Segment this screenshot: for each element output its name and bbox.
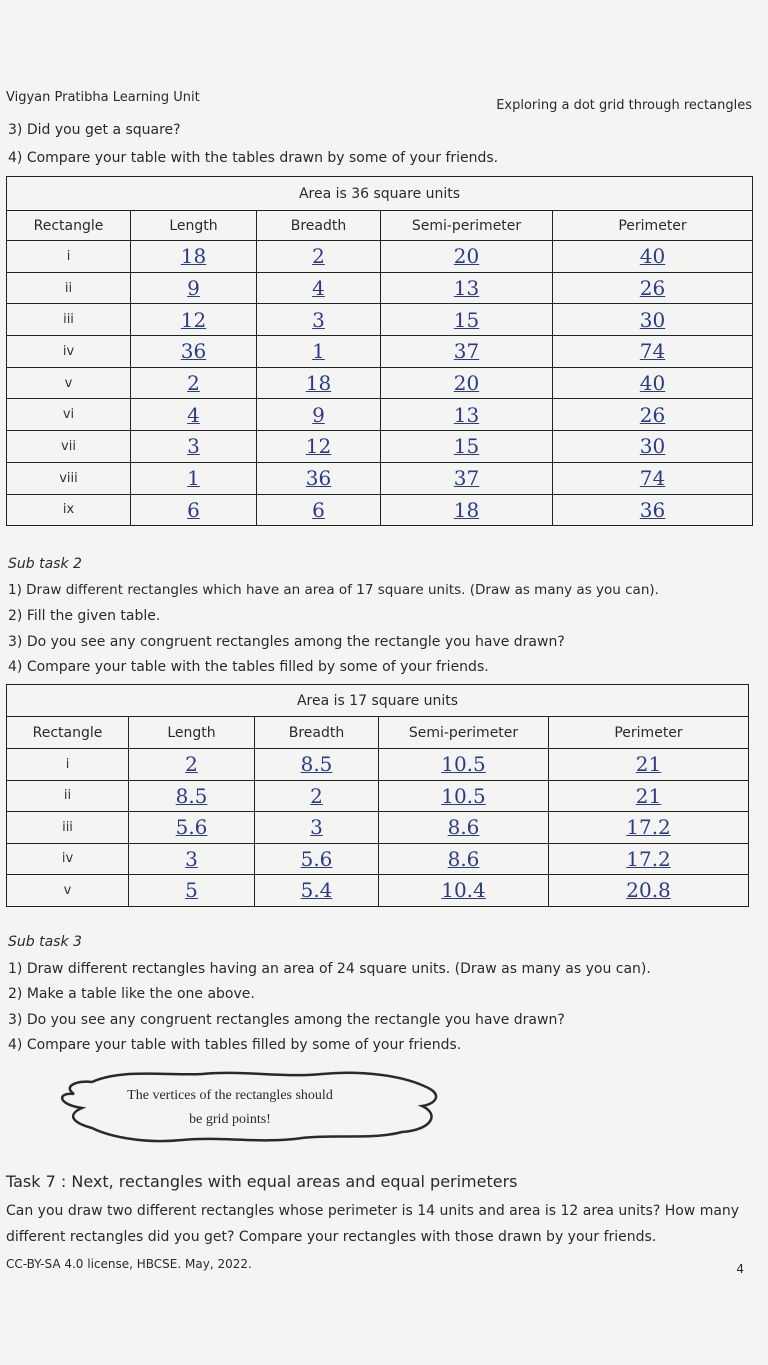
table-cell: 18 (381, 494, 553, 526)
table-cell: 12 (131, 304, 257, 336)
table-cell: 21 (549, 749, 749, 781)
column-header: Breadth (257, 211, 381, 241)
table-row (7, 843, 749, 875)
column-header: Breadth (255, 717, 379, 749)
table-cell: 5.6 (255, 843, 379, 875)
table-cell: 2 (131, 367, 257, 399)
column-header: Length (129, 717, 255, 749)
table-cell: 36 (257, 462, 381, 494)
table-cell: 3 (255, 812, 379, 844)
column-header: Semi-perimeter (379, 717, 549, 749)
subtask3-item-2: 2) Make a table like the one above. (8, 986, 255, 1002)
subtask2-item-1: 1) Draw different rectangles which have an area of 17 square units. (Draw as many as you can). (8, 582, 659, 598)
page-number: 4 (736, 1262, 744, 1276)
table-cell: 15 (381, 304, 553, 336)
column-header: Length (131, 211, 257, 241)
table-cell: 9 (131, 272, 257, 304)
column-header: Rectangle (7, 211, 131, 241)
row-label: v (7, 367, 131, 399)
subtask2-item-2: 2) Fill the given table. (8, 608, 161, 624)
table-cell: 20 (381, 367, 553, 399)
table-row (7, 272, 753, 304)
table-cell: 74 (553, 462, 753, 494)
table-cell: 17.2 (549, 843, 749, 875)
table-cell: 5.6 (129, 812, 255, 844)
table-cell: 74 (553, 336, 753, 368)
table-cell: 26 (553, 399, 753, 431)
subtask3-item-3: 3) Do you see any congruent rectangles among the rectangle you have drawn? (8, 1012, 565, 1028)
column-header: Perimeter (553, 211, 753, 241)
table-cell: 1 (131, 462, 257, 494)
row-label: viii (7, 462, 131, 494)
table-cell: 37 (381, 336, 553, 368)
subtask2-item-3: 3) Do you see any congruent rectangles among the rectangle you have drawn? (8, 634, 565, 650)
table-row (7, 431, 753, 463)
table-cell: 8.5 (129, 780, 255, 812)
table-cell: 30 (553, 304, 753, 336)
table-cell: 30 (553, 431, 753, 463)
table-cell: 21 (549, 780, 749, 812)
column-header: Rectangle (7, 717, 129, 749)
row-label: iii (7, 304, 131, 336)
header-left: Vigyan Pratibha Learning Unit (6, 90, 200, 105)
subtask3-item-1: 1) Draw different rectangles having an area of 24 square units. (Draw as many as you can). (8, 961, 651, 977)
table-row (7, 780, 749, 812)
subtask2-title: Sub task 2 (8, 556, 82, 572)
table-cell: 4 (257, 272, 381, 304)
column-header: Semi-perimeter (381, 211, 553, 241)
row-label: ii (7, 780, 129, 812)
subtask3-item-4: 4) Compare your table with tables filled by some of your friends. (8, 1037, 462, 1053)
table-cell: 3 (257, 304, 381, 336)
row-label: iv (7, 843, 129, 875)
column-header: Perimeter (549, 717, 749, 749)
table-cell: 9 (257, 399, 381, 431)
cloud-note (90, 1084, 370, 1132)
table-cell: 8.5 (255, 749, 379, 781)
table-cell: 6 (131, 494, 257, 526)
table-row (7, 875, 749, 907)
table-caption: Area is 36 square units (7, 177, 753, 211)
table-cell: 15 (381, 431, 553, 463)
table-cell: 2 (129, 749, 255, 781)
row-label: iv (7, 336, 131, 368)
table-cell: 18 (257, 367, 381, 399)
row-label: i (7, 749, 129, 781)
cloud-note-line1: The vertices of the rectangles should (127, 1088, 333, 1103)
table-row (7, 749, 749, 781)
table-cell: 8.6 (379, 812, 549, 844)
table-row (7, 336, 753, 368)
table-row (7, 304, 753, 336)
table-cell: 3 (129, 843, 255, 875)
table-cell: 2 (255, 780, 379, 812)
table-cell: 3 (131, 431, 257, 463)
table-row (7, 399, 753, 431)
table-row (7, 462, 753, 494)
table-area-36 (6, 176, 753, 526)
row-label: i (7, 241, 131, 273)
subtask2-item-4: 4) Compare your table with the tables filled by some of your friends. (8, 659, 489, 675)
table-cell: 17.2 (549, 812, 749, 844)
row-label: v (7, 875, 129, 907)
table-caption: Area is 17 square units (7, 685, 749, 717)
table-cell: 20.8 (549, 875, 749, 907)
table-cell: 5 (129, 875, 255, 907)
row-label: iii (7, 812, 129, 844)
table-cell: 13 (381, 399, 553, 431)
table-cell: 12 (257, 431, 381, 463)
footer-license: CC-BY-SA 4.0 license, HBCSE. May, 2022. (6, 1257, 252, 1271)
table-cell: 10.5 (379, 780, 549, 812)
row-label: vii (7, 431, 131, 463)
table-cell: 40 (553, 241, 753, 273)
table-cell: 18 (131, 241, 257, 273)
table-cell: 36 (553, 494, 753, 526)
table-cell: 1 (257, 336, 381, 368)
task7-text: Can you draw two different rectangles whose perimeter is 14 units and area is 12 area units? How many different rectangles did you get? Compare your rectangles with those drawn by your friends. (6, 1203, 740, 1245)
table-cell: 8.6 (379, 843, 549, 875)
table-row (7, 367, 753, 399)
task7-title: Task 7 : Next, rectangles with equal areas and equal perimeters (6, 1172, 518, 1191)
table-cell: 4 (131, 399, 257, 431)
table-row (7, 241, 753, 273)
table-cell: 36 (131, 336, 257, 368)
table-row (7, 494, 753, 526)
table-row (7, 812, 749, 844)
row-label: ix (7, 494, 131, 526)
subtask3-title: Sub task 3 (8, 934, 82, 950)
table-cell: 40 (553, 367, 753, 399)
table-cell: 10.4 (379, 875, 549, 907)
header-right: Exploring a dot grid through rectangles (496, 98, 752, 113)
row-label: vi (7, 399, 131, 431)
table-cell: 26 (553, 272, 753, 304)
table-cell: 20 (381, 241, 553, 273)
table-cell: 6 (257, 494, 381, 526)
table-cell: 37 (381, 462, 553, 494)
table-cell: 10.5 (379, 749, 549, 781)
question-4: 4) Compare your table with the tables drawn by some of your friends. (8, 150, 499, 166)
row-label: ii (7, 272, 131, 304)
table-cell: 5.4 (255, 875, 379, 907)
table-cell: 2 (257, 241, 381, 273)
cloud-note-line2: be grid points! (189, 1112, 271, 1127)
question-3: 3) Did you get a square? (8, 122, 181, 138)
table-area-17 (6, 684, 749, 907)
table-cell: 13 (381, 272, 553, 304)
